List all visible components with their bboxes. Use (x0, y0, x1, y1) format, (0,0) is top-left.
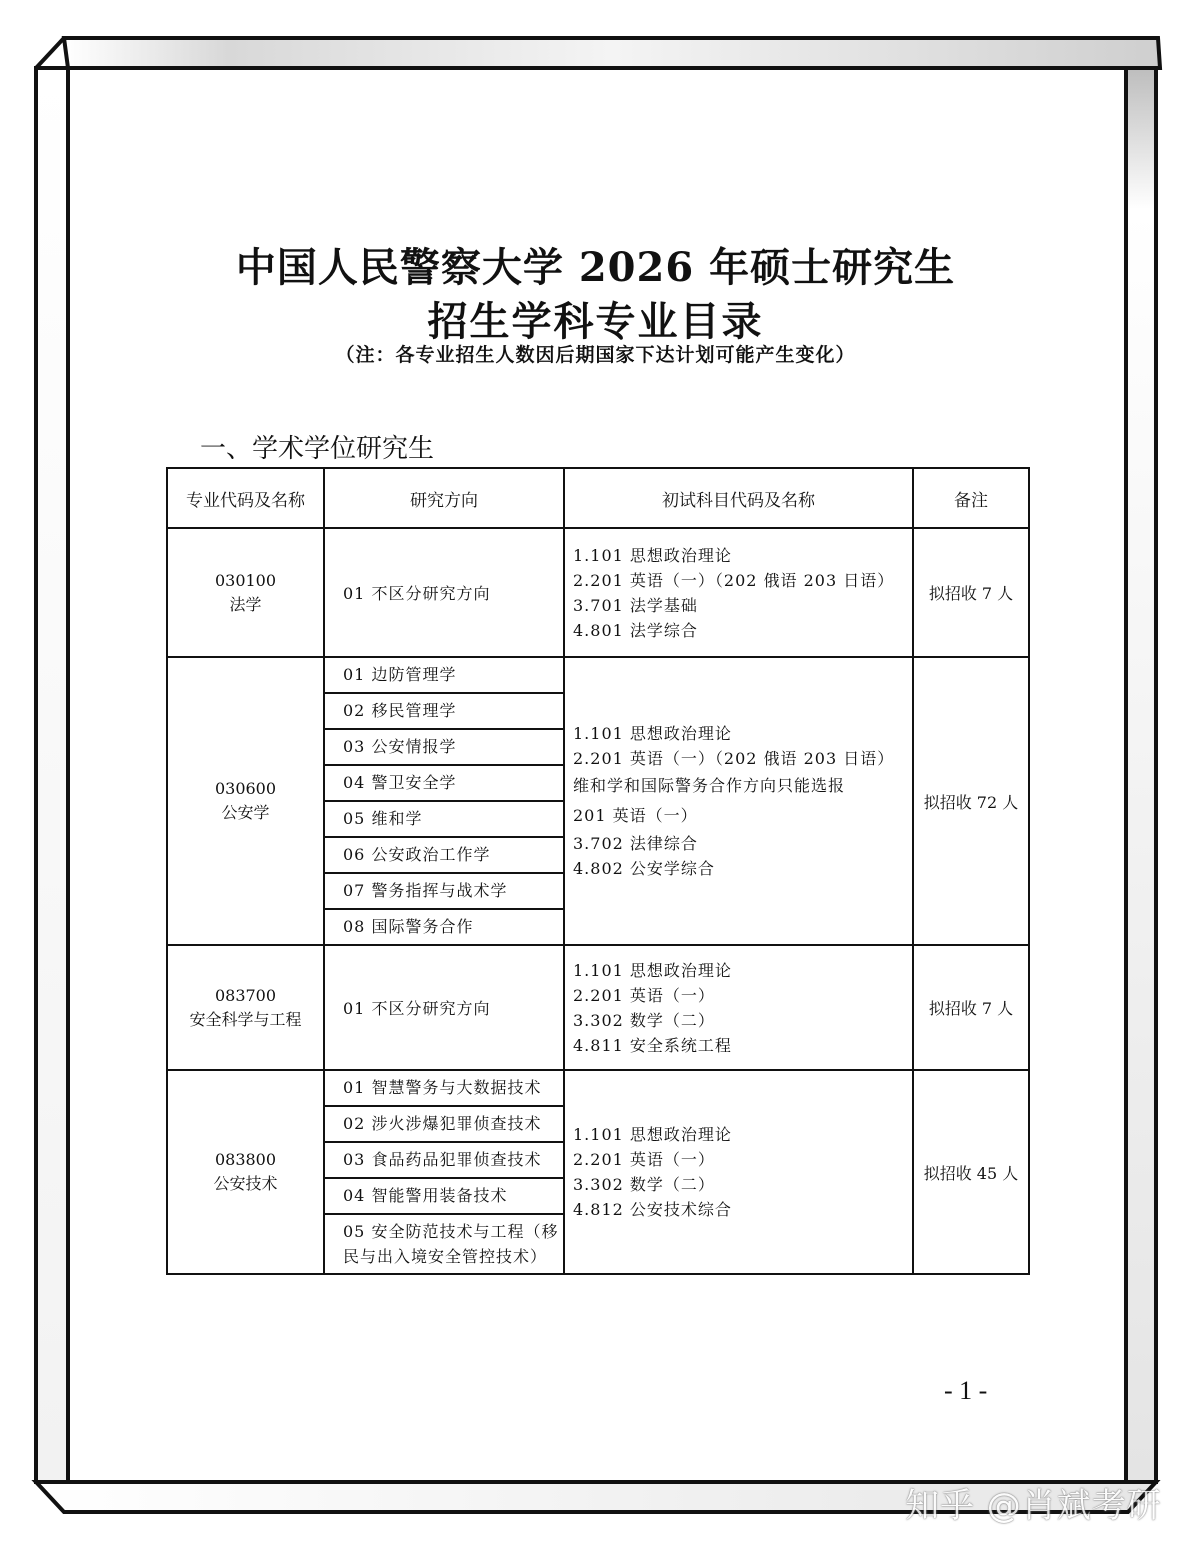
major-cell (167, 657, 324, 945)
major-cell (167, 528, 324, 657)
exam-cell (564, 528, 913, 657)
major-code: 030600 (214, 779, 277, 798)
major-code: 083800 (214, 1150, 277, 1169)
direction-cell (324, 945, 564, 1070)
quota-cell: 拟招收 45 人 (913, 1070, 1029, 1274)
header-major: 专业代码及名称 (167, 468, 324, 528)
header-remark: 备注 (913, 468, 1029, 528)
exam-subject: 4.802 公安学综合 (573, 859, 715, 878)
exam-subject: 4.801 法学综合 (573, 620, 698, 640)
exam-subject: 1.101 思想政治理论 (573, 545, 732, 565)
direction-item: 01 边防管理学 (325, 658, 563, 694)
direction-item: 03 公安情报学 (325, 730, 563, 766)
exam-subject: 3.701 法学基础 (573, 595, 698, 615)
exam-subject: 2.201 英语（一） (573, 985, 715, 1005)
direction-cell (324, 657, 564, 945)
quota-cell: 拟招收 7 人 (913, 528, 1029, 657)
exam-subject: 201 英语（一） (573, 806, 698, 825)
exam-subject: 4.811 安全系统工程 (573, 1035, 732, 1055)
direction-item: 04 智能警用装备技术 (325, 1179, 563, 1215)
watermark: 知乎 @肖斌考研 (905, 1486, 1162, 1526)
exam-subject: 3.302 数学（二） (573, 1010, 715, 1030)
exam-subject: 1.101 思想政治理论 (573, 1125, 732, 1144)
table-header-row (167, 468, 1029, 528)
table-row (167, 1070, 1029, 1274)
document-title: 中国人民警察大学 2026 年硕士研究生 (235, 244, 956, 291)
exam-cell (564, 657, 913, 945)
section-heading: 一、学术学位研究生 (200, 434, 435, 464)
direction-item: 01 不区分研究方向 (343, 584, 491, 603)
major-name: 法学 (229, 594, 262, 614)
major-name: 安全科学与工程 (189, 1009, 302, 1029)
page-number: - 1 - (944, 1376, 988, 1405)
major-cell (167, 945, 324, 1070)
header-direction: 研究方向 (324, 468, 564, 528)
direction-item: 02 涉火涉爆犯罪侦查技术 (325, 1107, 563, 1143)
direction-item: 02 移民管理学 (325, 694, 563, 730)
header-exam: 初试科目代码及名称 (564, 468, 913, 528)
exam-subject: 2.201 英语（一）（202 俄语 203 日语） (573, 749, 895, 768)
exam-subject: 2.201 英语（一）（202 俄语 203 日语） (573, 570, 895, 590)
direction-item: 05 维和学 (325, 802, 563, 838)
major-code: 083700 (214, 985, 277, 1005)
table-row (167, 528, 1029, 657)
quota-cell: 拟招收 7 人 (913, 945, 1029, 1070)
catalog-table (166, 467, 1030, 1275)
direction-item: 07 警务指挥与战术学 (325, 874, 563, 910)
major-name: 公安技术 (213, 1174, 278, 1193)
direction-cell (324, 1070, 564, 1274)
exam-subject: 4.812 公安技术综合 (573, 1200, 732, 1219)
direction-cell (324, 528, 564, 657)
major-name: 公安学 (221, 803, 270, 822)
exam-subject: 1.101 思想政治理论 (573, 724, 732, 743)
table-row (167, 657, 1029, 945)
direction-item: 04 警卫安全学 (325, 766, 563, 802)
exam-subject: 3.302 数学（二） (573, 1175, 715, 1194)
direction-item: 01 不区分研究方向 (343, 999, 491, 1018)
enrollment-note: （注：各专业招生人数因后期国家下达计划可能产生变化） (335, 344, 856, 366)
direction-item: 06 公安政治工作学 (325, 838, 563, 874)
direction-item: 08 国际警务合作 (343, 917, 474, 936)
direction-item: 03 食品药品犯罪侦查技术 (325, 1143, 563, 1179)
exam-cell (564, 1070, 913, 1274)
direction-item: 01 智慧警务与大数据技术 (325, 1071, 563, 1107)
exam-subject: 2.201 英语（一） (573, 1150, 715, 1169)
exam-subject: 3.702 法律综合 (573, 834, 698, 853)
exam-subject: 1.101 思想政治理论 (573, 960, 732, 980)
exam-subject: 维和学和国际警务合作方向只能选报 (573, 776, 846, 795)
direction-item: 05 安全防范技术与工程（移民与出入境安全管控技术） (343, 1222, 559, 1266)
major-code: 030100 (214, 570, 277, 590)
table-row (167, 945, 1029, 1070)
exam-cell (564, 945, 913, 1070)
major-cell (167, 1070, 324, 1274)
document-subtitle: 招生学科专业目录 (427, 298, 764, 345)
quota-cell: 拟招收 72 人 (913, 657, 1029, 945)
